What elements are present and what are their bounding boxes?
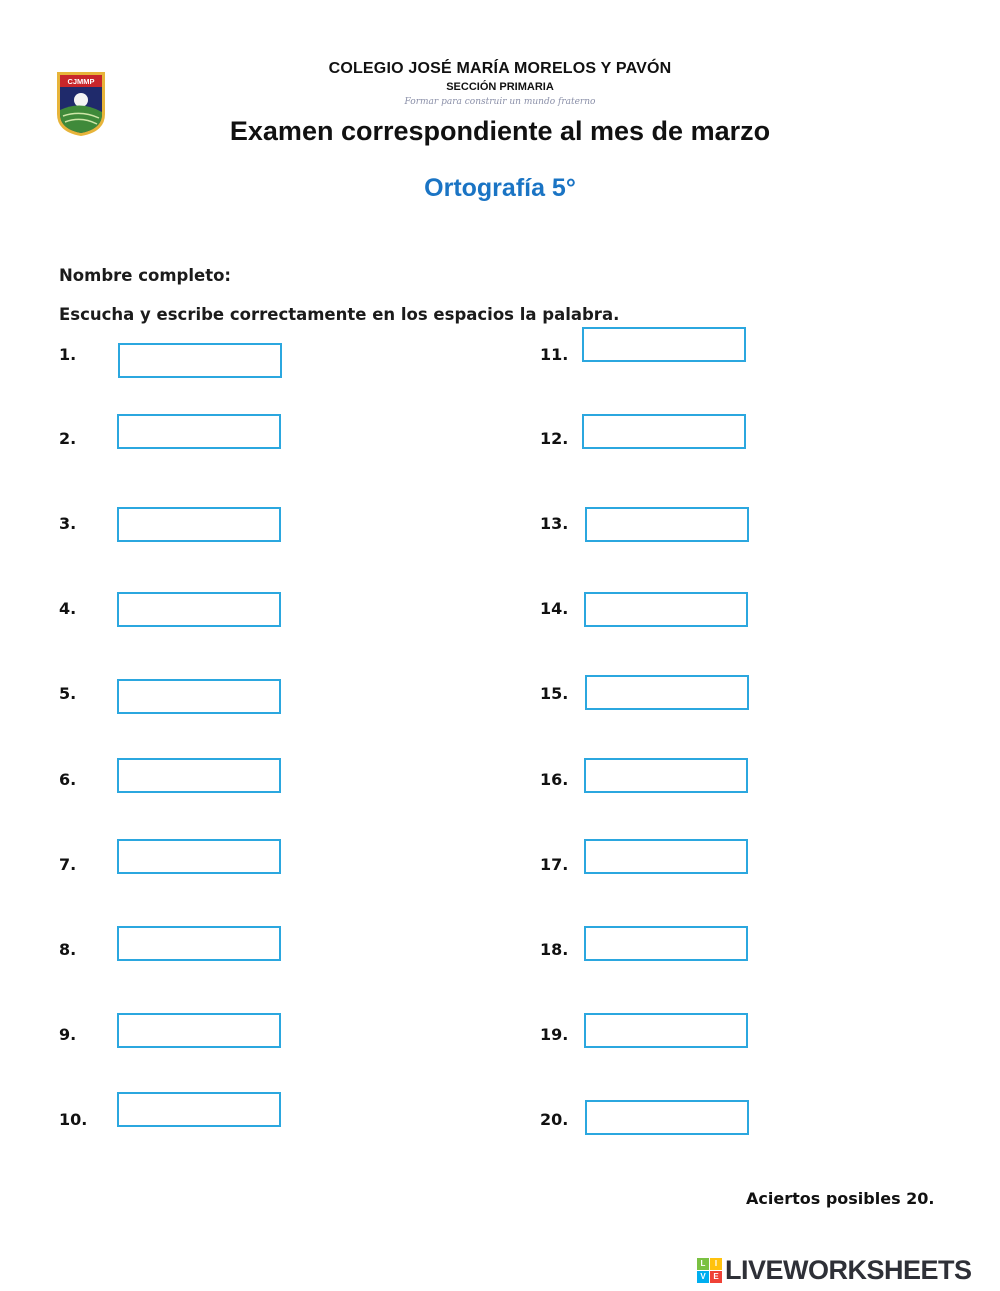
- question-number: 13.: [540, 514, 569, 533]
- answer-input-11[interactable]: [582, 327, 746, 362]
- school-name: COLEGIO JOSÉ MARÍA MORELOS Y PAVÓN: [328, 60, 672, 77]
- question-number: 12.: [540, 429, 569, 448]
- answer-input-15[interactable]: [585, 675, 749, 710]
- answer-input-3[interactable]: [117, 507, 281, 542]
- question-number: 6.: [59, 770, 77, 789]
- question-number: 10.: [59, 1110, 88, 1129]
- logo-text: CJMMP: [67, 77, 95, 86]
- question-number: 5.: [59, 684, 77, 703]
- answer-input-1[interactable]: [118, 343, 282, 378]
- answer-input-10[interactable]: [117, 1092, 281, 1127]
- answer-input-13[interactable]: [585, 507, 749, 542]
- answer-input-2[interactable]: [117, 414, 281, 449]
- answer-input-5[interactable]: [117, 679, 281, 714]
- question-number: 7.: [59, 855, 77, 874]
- liveworksheets-logo: [697, 1253, 972, 1287]
- answer-input-17[interactable]: [584, 839, 748, 874]
- answer-input-20[interactable]: [585, 1100, 749, 1135]
- answer-input-7[interactable]: [117, 839, 281, 874]
- brand-block: L: [697, 1258, 709, 1270]
- brand-block: E: [710, 1271, 722, 1283]
- question-number: 3.: [59, 514, 77, 533]
- question-number: 15.: [540, 684, 569, 703]
- answer-input-16[interactable]: [584, 758, 748, 793]
- page-subtitle: Ortografía 5°: [424, 174, 576, 202]
- answer-input-14[interactable]: [584, 592, 748, 627]
- liveworksheets-brand-text: LIVEWORKSHEETS: [725, 1254, 972, 1285]
- page-title: Examen correspondiente al mes de marzo: [229, 116, 771, 146]
- liveworksheets-blocks-icon: [697, 1258, 722, 1283]
- question-number: 19.: [540, 1025, 569, 1044]
- question-number: 18.: [540, 940, 569, 959]
- question-number: 11.: [540, 345, 569, 364]
- answer-input-8[interactable]: [117, 926, 281, 961]
- question-number: 17.: [540, 855, 569, 874]
- question-number: 14.: [540, 599, 569, 618]
- answer-input-18[interactable]: [584, 926, 748, 961]
- instruction-text: Escucha y escribe correctamente en los espacios la palabra.: [59, 305, 620, 324]
- question-number: 8.: [59, 940, 77, 959]
- school-motto: Formar para construir un mundo fraterno: [404, 97, 596, 107]
- question-number: 4.: [59, 599, 77, 618]
- brand-block: I: [710, 1258, 722, 1270]
- school-section: SECCIÓN PRIMARIA: [446, 81, 554, 93]
- brand-block: V: [697, 1271, 709, 1283]
- question-number: 20.: [540, 1110, 569, 1129]
- question-number: 2.: [59, 429, 77, 448]
- score-note: Aciertos posibles 20.: [746, 1189, 935, 1208]
- answer-input-6[interactable]: [117, 758, 281, 793]
- answer-input-4[interactable]: [117, 592, 281, 627]
- question-number: 9.: [59, 1025, 77, 1044]
- question-number: 1.: [59, 345, 77, 364]
- answer-input-19[interactable]: [584, 1013, 748, 1048]
- answer-input-9[interactable]: [117, 1013, 281, 1048]
- answer-input-12[interactable]: [582, 414, 746, 449]
- name-label: Nombre completo:: [59, 266, 232, 285]
- question-number: 16.: [540, 770, 569, 789]
